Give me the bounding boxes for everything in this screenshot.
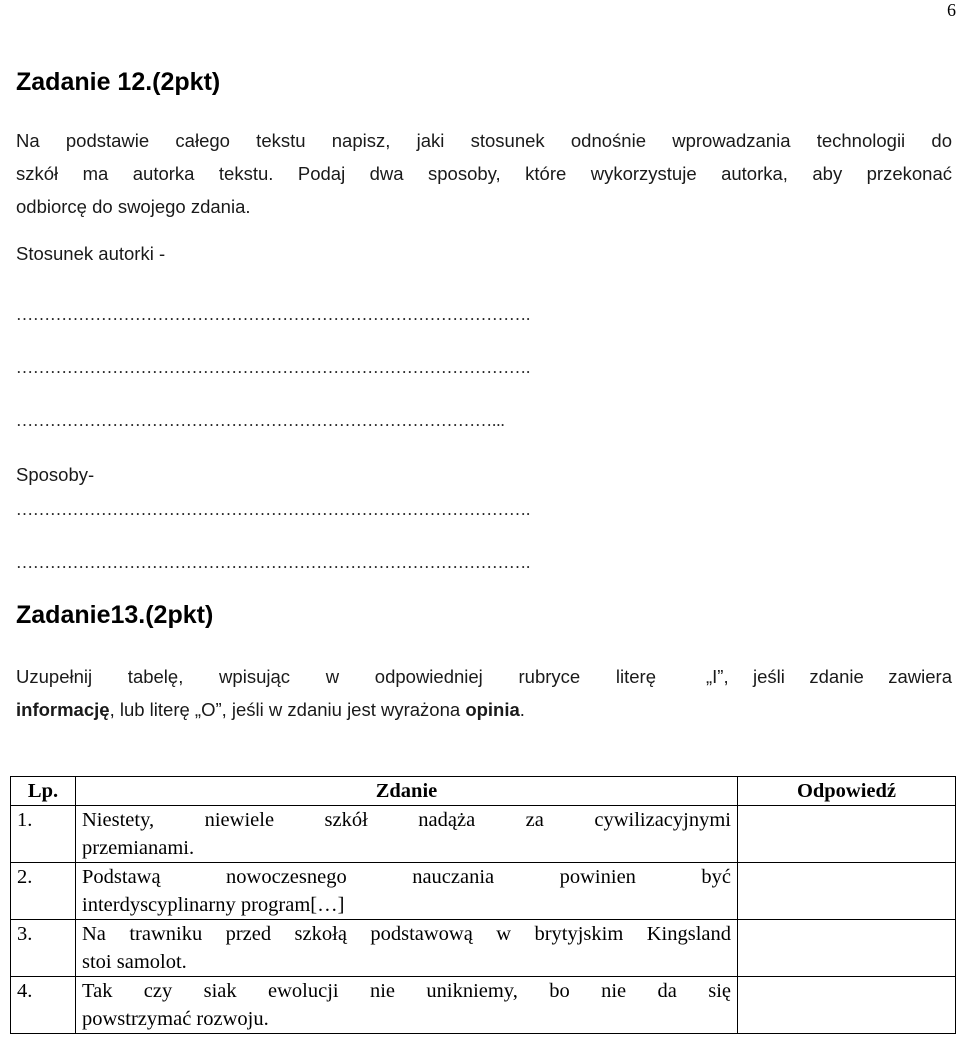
answer-cell[interactable] [738,920,956,977]
task-12-instruction-line-2: szkół ma autorka tekstu. Podaj dwa sposoby, które wykorzystuje autorka, aby przekonać [16,163,952,184]
answer-line-stosunek-2[interactable]: ………………………………………………………………………………. [16,358,531,377]
table-row [11,806,956,863]
row-number: 1. [11,806,76,863]
table-row [11,920,956,977]
row-sentence-line-2: stoi samolot. [82,951,187,973]
instruction-mid-text: , lub literę „O”, jeśli w zdaniu jest wyrażona [109,699,466,720]
header-odpowiedz: Odpowiedź [738,777,956,806]
answer-cell[interactable] [738,863,956,920]
task-13-title: Zadanie13.(2pkt) [16,601,214,629]
row-sentence [76,806,738,863]
answer-cell[interactable] [738,806,956,863]
answer-line-sposoby-2[interactable]: ………………………………………………………………………………. [16,553,531,572]
instruction-end: . [519,699,525,720]
answer-cell[interactable] [738,977,956,1034]
opinia-bold: opinia [465,699,520,720]
page-number: 6 [947,0,956,20]
row-sentence-line-2: przemianami. [82,837,195,859]
table-row [11,977,956,1034]
task-12-title: Zadanie 12.(2pkt) [16,68,221,96]
row-number: 4. [11,977,76,1034]
row-sentence-line-1: Podstawą nowoczesnego nauczania powinien być [82,866,731,888]
answer-line-stosunek-3[interactable]: …………………………………………………………………………... [16,411,505,430]
task-12-instruction-line-3: odbiorcę do swojego zdania. [16,196,251,217]
table-header-row [11,777,956,806]
header-zdanie: Zdanie [76,777,738,806]
row-sentence-line-2: interdyscyplinarny program[…] [82,894,345,916]
row-sentence [76,920,738,977]
table-row [11,863,956,920]
row-sentence [76,863,738,920]
task-13-instruction-part-a: Uzupełnij tabelę, wpisując w odpowiedniej rubryce literę [16,666,656,687]
header-lp: Lp. [11,777,76,806]
row-sentence-line-1: Tak czy siak ewolucji nie unikniemy, bo nie da się [82,980,731,1002]
task-13-instruction-part-b: „I”, jeśli zdanie zawiera [706,666,952,687]
answer-line-stosunek-1[interactable]: ………………………………………………………………………………. [16,305,531,324]
task-13-instruction-line-2 [16,693,952,726]
row-number: 3. [11,920,76,977]
row-number: 2. [11,863,76,920]
row-sentence-line-1: Na trawniku przed szkołą podstawową w brytyjskim Kingsland [82,923,731,945]
row-sentence-line-1: Niestety, niewiele szkół nadąża za cywilizacyjnymi [82,809,731,831]
answer-line-sposoby-1[interactable]: ………………………………………………………………………………. [16,500,531,519]
answer-table [10,776,956,1034]
stosunek-label: Stosunek autorki - [16,243,166,264]
row-sentence [76,977,738,1034]
row-sentence-line-2: powstrzymać rozwoju. [82,1008,269,1030]
informacja-bold: informację [16,699,110,720]
task-12-instruction-line-1: Na podstawie całego tekstu napisz, jaki stosunek odnośnie wprowadzania technologii do [16,130,952,151]
sposoby-label: Sposoby- [16,464,95,485]
